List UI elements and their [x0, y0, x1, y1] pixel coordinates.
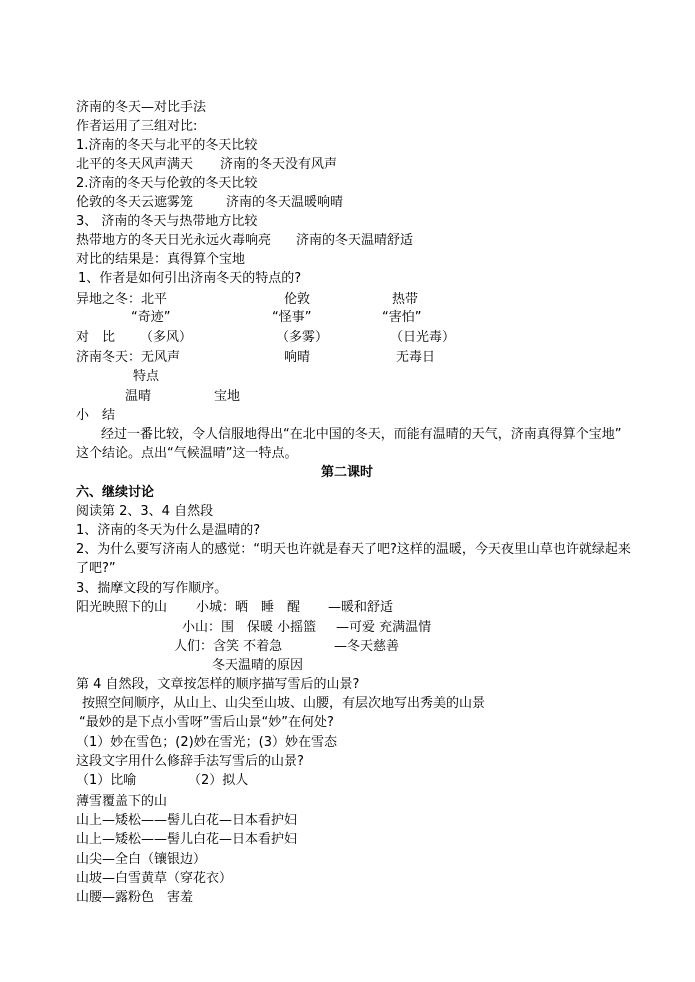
order-line: —可爱 充满温情 [336, 620, 432, 635]
order-line: 小城：晒 睡 醒 [196, 600, 301, 615]
text-line: 阅读第 2、3、4 自然段 [76, 504, 214, 519]
section-heading: 六、继续讨论 [76, 485, 155, 500]
text-line: “最妙的是下点小雪呀”雪后山景“妙”在何处? [79, 715, 334, 730]
text-line: 山坡—白雪黄草（穿花衣） [76, 871, 233, 886]
lesson-heading: 第二课时 [321, 465, 374, 480]
table-cell: 特点 [133, 369, 160, 384]
title-line: 济南的冬天—对比手法 [76, 100, 207, 115]
text-line: 山腰—露粉色 害羞 [76, 890, 194, 905]
table-cell: “怪事” [272, 310, 312, 325]
table-cell: 宝地 [214, 389, 241, 404]
text-line: 对比的结果是：真得算个宝地 [76, 252, 246, 267]
table-cell: 伦敦 [284, 292, 311, 307]
table-cell: 对 比 [76, 330, 116, 345]
order-line: 人们：含笑 不着急 [174, 639, 283, 654]
table-cell: （日光毒） [390, 330, 456, 345]
table-cell: 热带 [392, 292, 419, 307]
question-line: 1、作者是如何引出济南冬天的特点的? [78, 271, 302, 286]
text-line: 山上—矮松——髻儿白花—日本看护妇 [76, 813, 298, 828]
order-line: 小山：围 保暖 小摇篮 [182, 620, 317, 635]
table-cell: 济南冬天：无风声 [76, 350, 181, 365]
summary-paragraph: 经过一番比较，令人信服地得出“在北中国的冬天，而能有温晴的天气，济南真得算个宝地” [101, 427, 622, 442]
text-line: 2.济南的冬天与伦敦的冬天比较 [76, 176, 258, 191]
text-line: 按照空间顺序，从山上、山尖至山坡、山腰，有层次地写出秀美的山景 [82, 696, 486, 711]
text-line: 济南的冬天温暖响晴 [226, 195, 344, 210]
table-cell: “奇迹” [131, 310, 171, 325]
question-line: 2、为什么要写济南人的感觉：“明天也许就是春天了吧?这样的温暖，今天夜里山草也许就绿起来 [76, 542, 631, 557]
text-line: 第 4 自然段，文章按怎样的顺序描写雪后的山景? [76, 677, 360, 692]
text-line: 济南的冬天温晴舒适 [296, 233, 414, 248]
order-line: —暖和舒适 [328, 600, 394, 615]
question-line: 了吧?” [76, 561, 116, 576]
table-cell: 响晴 [284, 350, 311, 365]
table-cell: 无毒日 [396, 350, 436, 365]
summary-paragraph: 这个结论。点出“气候温晴”这一特点。 [76, 446, 298, 461]
text-line: 这段文字用什么修辞手法写雪后的山景? [76, 754, 304, 769]
text-line: 3、 济南的冬天与热带地方比较 [76, 214, 258, 229]
table-cell: （多雾） [276, 330, 329, 345]
text-line: （1）比喻 [76, 773, 137, 788]
table-cell: 异地之冬：北平 [76, 292, 168, 307]
text-line: 山上—矮松——髻儿白花—日本看护妇 [76, 832, 298, 847]
table-cell: 温晴 [125, 389, 152, 404]
text-line: 北平的冬天风声满天 [76, 157, 194, 172]
order-line: 阳光映照下的山 [76, 600, 168, 615]
text-line: 热带地方的冬天日光永远火毒响亮 [76, 233, 272, 248]
table-cell: “害怕” [382, 310, 422, 325]
text-line: 济南的冬天没有风声 [220, 157, 338, 172]
table-cell: （多风） [140, 330, 193, 345]
text-line: 薄雪覆盖下的山 [76, 794, 168, 809]
question-line: 1、济南的冬天为什么是温晴的? [76, 523, 261, 538]
text-line: 伦敦的冬天云遮雾笼 [76, 195, 194, 210]
text-line: 山尖—全白（镶银边） [76, 852, 207, 867]
text-line: （1）妙在雪色；(2)妙在雪光；(3）妙在雪态 [76, 735, 338, 750]
summary-title: 小 结 [76, 408, 116, 423]
question-line: 3、揣摩文段的写作顺序。 [76, 581, 228, 596]
text-line: （2）拟人 [188, 773, 249, 788]
text-line: 作者运用了三组对比: [76, 119, 198, 134]
order-line: —冬天慈善 [334, 639, 400, 654]
text-line: 1.济南的冬天与北平的冬天比较 [76, 138, 258, 153]
order-line: 冬天温晴的原因 [212, 658, 304, 673]
